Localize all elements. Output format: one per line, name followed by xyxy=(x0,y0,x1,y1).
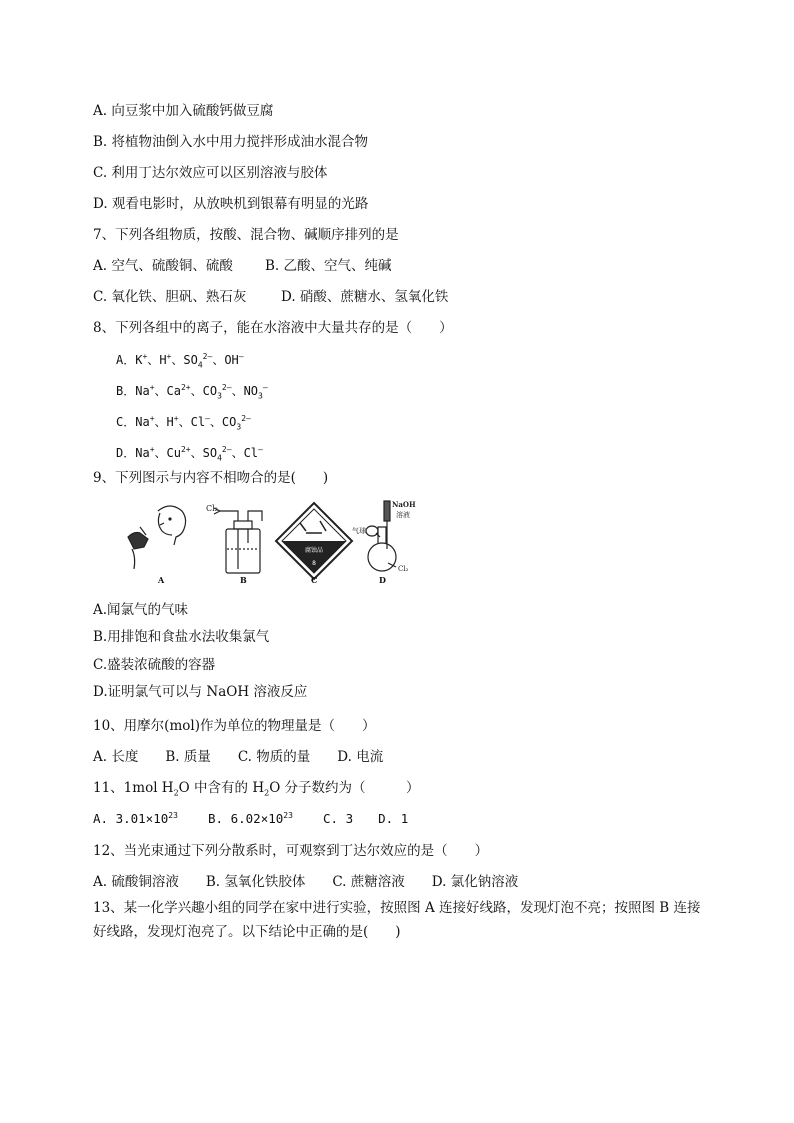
q12-options: A. 硫酸铜溶液 B. 氢氧化铁胶体 C. 蔗糖溶液 D. 氯化钠溶液 xyxy=(93,874,519,890)
figure-label-a: A xyxy=(158,575,165,585)
q9-stem: 9、下列图示与内容不相吻合的是( ) xyxy=(93,470,329,486)
ion: Cl— xyxy=(243,445,263,460)
ion: $Cu^{2+}$ xyxy=(166,445,191,460)
figure-d-naoh-label: NaOH xyxy=(392,500,416,509)
q8-stem: 8、下列各组中的离子，能在水溶液中大量共存的是（ ） xyxy=(93,320,453,336)
q8-option-c: C．Na+、H+、Cl—、$CO_3^{2—}$ xyxy=(116,414,251,432)
q8-option-b: B．Na+、$Ca^{2+}$、$CO_3^{2—}$、$NO_3^—$ xyxy=(116,383,268,401)
figure-b-gas-bottle xyxy=(214,508,262,573)
figure-label-d: D xyxy=(379,575,386,585)
q6-option-c: C. 利用丁达尔效应可以区别溶液与胶体 xyxy=(93,165,328,181)
q11-option-b: B. 6.02×10 xyxy=(208,811,284,826)
q8-option-a: A．K+、H+、$SO_4^{2—}$、OH— xyxy=(116,352,244,370)
figure-label-c: C xyxy=(311,575,318,585)
q7-options-row2 xyxy=(93,288,448,306)
figure-label-b: B xyxy=(240,575,247,585)
q9-option-a: A.闻氯气的气味 xyxy=(93,602,189,618)
q9-option-b: B.用排饱和食盐水法收集氯气 xyxy=(93,629,270,645)
q13-stem: 13、某一化学兴趣小组的同学在家中进行实验，按照图 A 连接好线路，发现灯泡不亮；按照图 B 连接好线路，发现灯泡亮了。以下结论中正确的是( ) xyxy=(93,900,701,940)
q8-option-d: D．Na+、$Cu^{2+}$、$SO_4^{2—}$、Cl— xyxy=(116,445,263,463)
ion: $Ca^{2+}$ xyxy=(166,383,191,398)
ion: Na+ xyxy=(135,414,155,429)
q7-option-c: C. 氧化铁、胆矾、熟石灰 xyxy=(93,289,247,305)
ion: Cl— xyxy=(190,414,210,429)
q9-figure xyxy=(120,497,430,589)
ion: OH— xyxy=(224,352,244,367)
figure-d-solution-label: 溶液 xyxy=(396,511,410,519)
figure-d-balloon-label: 气球 xyxy=(352,527,366,535)
ion: $CO_3^{2—}$ xyxy=(221,414,251,432)
q10-stem: 10、用摩尔(mol)作为单位的物理量是（ ） xyxy=(93,718,376,734)
option-label: A． xyxy=(116,353,136,367)
figure-c-corrosive-sign xyxy=(276,503,352,579)
q11-option-a: A. 3.01×10 xyxy=(93,811,169,826)
option-label: D． xyxy=(116,446,136,460)
figure-c-sign-text: 腐蚀品 xyxy=(304,547,324,554)
figure-b-cl2-label: Cl₂ xyxy=(206,504,218,513)
ion: Na+ xyxy=(135,383,155,398)
option-label: B． xyxy=(116,384,136,398)
q11-option-cd: C. 3 D. 1 xyxy=(323,811,409,826)
ion: $SO_4^{2—}$ xyxy=(202,445,232,463)
q11-options xyxy=(93,810,408,828)
q11-stem-mid: O 中含有的 H xyxy=(178,780,265,796)
q11-sub-2: 2 xyxy=(264,788,270,798)
q7-option-b: B. 乙酸、空气、纯碱 xyxy=(265,258,392,274)
q6-option-d: D. 观看电影时，从放映机到银幕有明显的光路 xyxy=(93,196,369,212)
q11-exp-b: 23 xyxy=(283,810,293,820)
q6-option-b: B. 将植物油倒入水中用力搅拌形成油水混合物 xyxy=(93,134,369,150)
ion: $CO_3^{2—}$ xyxy=(202,383,232,401)
q7-stem: 7、下列各组物质，按酸、混合物、碱顺序排列的是 xyxy=(93,227,399,243)
q7-options-row1 xyxy=(93,257,392,275)
q7-option-d: D. 硝酸、蔗糖水、氢氧化铁 xyxy=(281,289,449,305)
figure-a-person-smelling xyxy=(128,506,186,569)
q12-stem: 12、当光束通过下列分散系时，可观察到丁达尔效应的是（ ） xyxy=(93,843,489,859)
ion: $SO_4^{2—}$ xyxy=(183,352,213,370)
q11-stem-post: O 分子数约为（ ） xyxy=(269,780,420,796)
ion: $NO_3^—$ xyxy=(243,383,268,401)
q10-options: A. 长度 B. 质量 C. 物质的量 D. 电流 xyxy=(93,749,384,765)
option-label: C． xyxy=(116,415,136,429)
q9-option-d: D.证明氯气可以与 NaOH 溶液反应 xyxy=(93,684,308,700)
q11-sub-1: 2 xyxy=(173,788,179,798)
q11-stem xyxy=(93,779,420,797)
ion: Na+ xyxy=(135,445,155,460)
figure-c-sign-number: 8 xyxy=(312,560,316,567)
q11-exp-a: 23 xyxy=(168,810,178,820)
ion: H+ xyxy=(159,352,172,367)
figure-d-flask-apparatus xyxy=(366,501,396,571)
ion: H+ xyxy=(166,414,179,429)
q7-option-a: A. 空气、硫酸铜、硫酸 xyxy=(93,258,233,274)
q6-option-a: A. 向豆浆中加入硫酸钙做豆腐 xyxy=(93,103,274,119)
figure-d-cl2-label: Cl₂ xyxy=(398,565,409,573)
q9-option-c: C.盛装浓硫酸的容器 xyxy=(93,657,216,673)
ion: K+ xyxy=(135,352,148,367)
q11-stem-pre: 11、1mol H xyxy=(93,780,174,796)
